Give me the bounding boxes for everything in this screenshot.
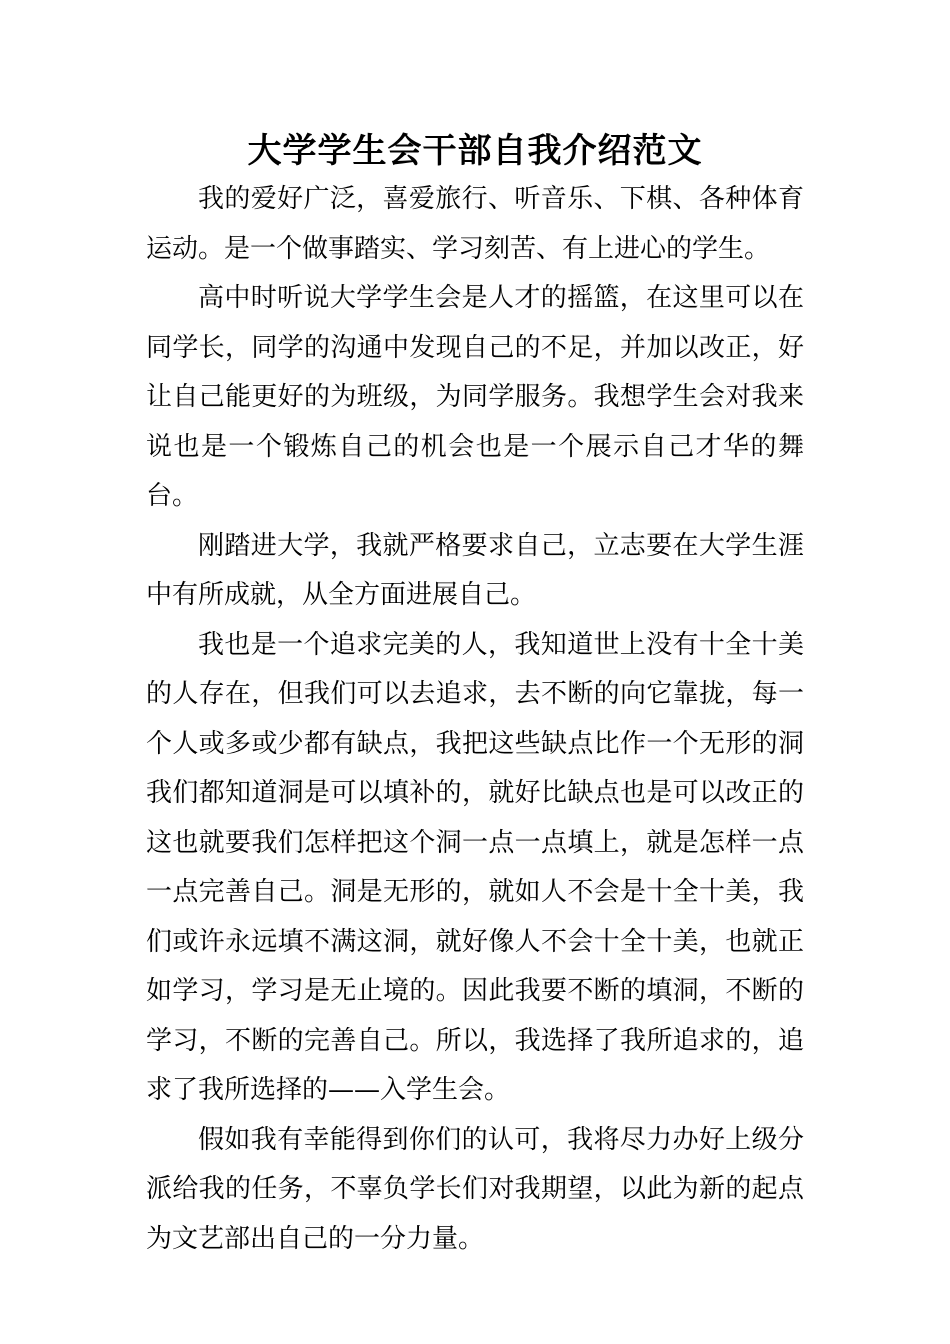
paragraph-student-union: 高中时听说大学学生会是人才的摇篮，在这里可以在同学长，同学的沟通中发现自己的不足，并加以改正，好让自己能更好的为班级，为同学服务。我想学生会对我来说也是一个锻炼自己的机会也是一个展示自己才华的舞台。 (146, 283, 804, 511)
paragraph-university-goals: 刚踏进大学，我就严格要求自己，立志要在大学生涯中有所成就，从全方面进展自己。 (146, 530, 804, 610)
document-body (146, 175, 804, 1264)
paragraph-hobbies: 我的爱好广泛，喜爱旅行、听音乐、下棋、各种体育运动。是一个做事踏实、学习刻苦、有上进心的学生。 (146, 184, 804, 264)
paragraph-perfection: 我也是一个追求完美的人，我知道世上没有十全十美的人存在，但我们可以去追求，去不断的向它靠拢，每一个人或多或少都有缺点，我把这些缺点比作一个无形的洞我们都知道洞是可以填补的，就好比缺点也是可以改正的这也就要我们怎样把这个洞一点一点填上，就是怎样一点一点完善自己。洞是无形的，就如人不会是十全十美，我们或许永远填不满这洞，就好像人不会十全十美，也就正如学习，学习是无止境的。因此我要不断的填洞，不断的学习，不断的完善自己。所以，我选择了我所追求的，追求了我所选择的——入学生会。 (146, 629, 804, 1105)
document-title: 大学学生会干部自我介绍范文 (247, 131, 703, 171)
paragraph-commitment: 假如我有幸能得到你们的认可，我将尽力办好上级分派给我的任务，不辜负学长们对我期望，以此为新的起点为文艺部出自己的一分力量。 (146, 1124, 804, 1254)
